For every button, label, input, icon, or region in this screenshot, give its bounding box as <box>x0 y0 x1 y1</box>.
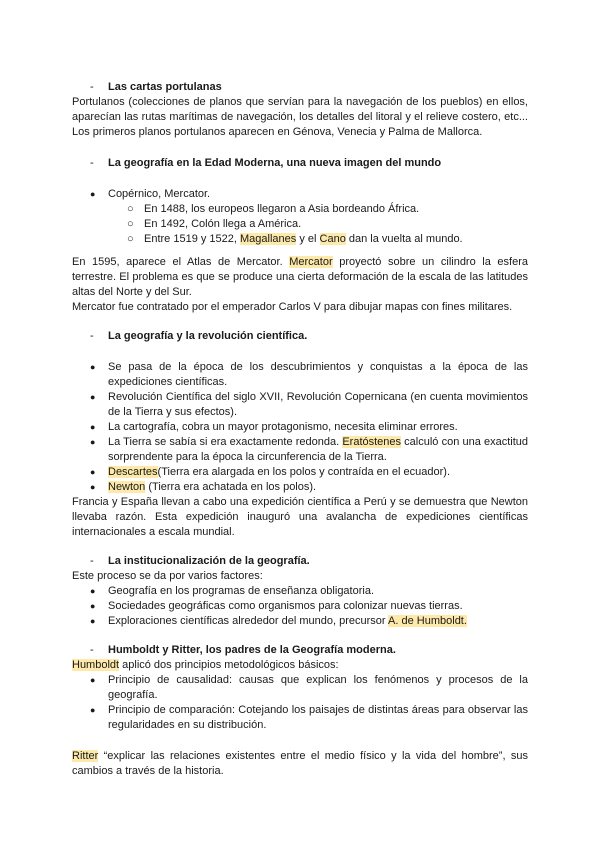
bullet-icon: ● <box>90 392 96 402</box>
list-item-text: La cartografía, cobra un mayor protagonismo, necesita eliminar errores. <box>108 421 458 433</box>
highlight-cano: Cano <box>319 233 346 245</box>
text-run: (Tierra era achatada en los polos). <box>145 481 317 493</box>
list-item <box>72 360 528 390</box>
list-item <box>72 390 528 420</box>
list-item-text: Geografía en los programas de enseñanza obligatoria. <box>108 585 375 597</box>
highlight-mercator: Mercator <box>289 256 333 268</box>
list-revolucion-cientifica <box>72 360 528 495</box>
dash-marker: - <box>90 330 94 342</box>
list-edad-moderna <box>72 187 528 247</box>
text-run: (Tierra era alargada en los polos y contraída en el ecuador). <box>157 466 451 478</box>
highlight-ritter: Ritter <box>72 750 99 762</box>
heading-edad-moderna <box>72 156 528 171</box>
bullet-icon: ● <box>90 675 96 685</box>
bullet-icon: ● <box>90 616 96 626</box>
text-run: Exploraciones científicas alrededor del mundo, precursor <box>108 615 389 627</box>
text-run: Entre 1519 y 1522, <box>144 233 241 245</box>
highlight-descartes: Descartes <box>108 466 158 478</box>
text-run: dan la vuelta al mundo. <box>345 233 463 245</box>
highlight-humboldt: A. de Humboldt. <box>388 615 467 627</box>
circle-bullet-icon: ○ <box>127 218 134 230</box>
bullet-icon: ● <box>90 705 96 715</box>
list-item-text: Principio de causalidad: causas que explican los fenómenos y procesos de la geografía. <box>108 674 528 701</box>
sub-list-item <box>72 202 528 217</box>
list-item <box>72 584 528 599</box>
list-item-text: Se pasa de la época de los descubrimientos y conquistas a la época de las expediciones científicas. <box>108 361 528 388</box>
dash-marker: - <box>90 644 94 656</box>
bullet-icon: ● <box>90 601 96 611</box>
text-run: calculó con una exactitud sorprendente para la época la circunferencia de la Tierra. <box>108 436 528 463</box>
sub-list-item <box>72 232 528 247</box>
paragraph-atlas-mercator <box>72 255 528 300</box>
text-run: En 1595, aparece el Atlas de Mercator. <box>72 256 290 268</box>
list-item <box>72 614 528 629</box>
text-run: y el <box>296 233 320 245</box>
bullet-icon: ● <box>90 437 96 447</box>
circle-bullet-icon: ○ <box>127 203 134 215</box>
list-item <box>72 673 528 703</box>
dash-marker: - <box>90 555 94 567</box>
list-item-text: En 1488, los europeos llegaron a Asia bordeando África. <box>144 203 420 215</box>
bullet-icon: ● <box>90 189 96 199</box>
bullet-icon: ● <box>90 467 96 477</box>
sub-list-item <box>72 217 528 232</box>
heading-text: Humboldt y Ritter, los padres de la Geografía moderna. <box>108 644 396 656</box>
paragraph-factores: Este proceso se da por varios factores: <box>72 570 263 582</box>
heading-text: La geografía en la Edad Moderna, una nueva imagen del mundo <box>108 157 442 169</box>
list-item <box>72 480 528 495</box>
paragraph-ritter <box>72 749 528 779</box>
list-item-text: Copérnico, Mercator. <box>108 188 211 200</box>
paragraph-humboldt <box>72 658 528 673</box>
list-institucionalizacion <box>72 584 528 629</box>
list-item <box>72 703 528 733</box>
bullet-icon: ● <box>90 422 96 432</box>
bullet-icon: ● <box>90 362 96 372</box>
list-principios <box>72 673 528 733</box>
list-item <box>72 599 528 614</box>
text-run: aplicó dos principios metodológicos básicos: <box>119 659 339 671</box>
highlight-eratostenes: Eratóstenes <box>342 436 402 448</box>
heading-revolucion-cientifica <box>72 329 528 344</box>
bullet-icon: ● <box>90 586 96 596</box>
list-item <box>72 435 528 465</box>
heading-text: La institucionalización de la geografía. <box>108 555 310 567</box>
list-item-text: Sociedades geográficas como organismos para colonizar nuevas tierras. <box>108 600 463 612</box>
highlight-magallanes: Magallanes <box>240 233 297 245</box>
heading-text: La geografía y la revolución científica. <box>108 330 308 342</box>
list-item <box>72 187 528 202</box>
highlight-humboldt: Humboldt <box>72 659 120 671</box>
dash-marker: - <box>90 157 94 169</box>
dash-marker: - <box>90 81 94 93</box>
bullet-icon: ● <box>90 482 96 492</box>
text-run: proyectó sobre un cilindro la esfera terrestre. El problema es que se produce una cierta deformación de la escala de las latitudes altas del Norte y del Sur. <box>72 256 528 298</box>
heading-humboldt-ritter <box>72 643 528 658</box>
list-item-text: En 1492, Colón llega a América. <box>144 218 302 230</box>
heading-institucionalizacion <box>72 554 528 569</box>
heading-text: Las cartas portulanas <box>108 81 222 93</box>
list-item-text: Revolución Científica del siglo XVII, Revolución Copernicana (en cuenta movimientos de la Tierra y sus efectos). <box>108 391 528 418</box>
paragraph-portulanos: Portulanos (colecciones de planos que servían para la navegación de los pueblos) en ellos, aparecían las rutas marítimas de navegación, los detalles del litoral y el relieve costero, etc... Los primeros planos portulanos aparecen en Génova, Venecia y Palma de Mallorca. <box>72 96 528 138</box>
paragraph-carlos-v: Mercator fue contratado por el emperador Carlos V para dibujar mapas con fines militares. <box>72 301 513 313</box>
list-item <box>72 420 528 435</box>
circle-bullet-icon: ○ <box>127 233 134 245</box>
paragraph-expedicion-peru: Francia y España llevan a cabo una expedición científica a Perú y se demuestra que Newton llevaba razón. Esta expedición inauguró una avalancha de expediciones científicas internacionales a escala mundial. <box>72 496 528 538</box>
list-item-text: Principio de comparación: Cotejando los paisajes de distintas áreas para observar las regularidades en su distribución. <box>108 704 528 731</box>
highlight-newton: Newton <box>108 481 146 493</box>
list-item <box>72 465 528 480</box>
text-run: “explicar las relaciones existentes entre el medio físico y la vida del hombre”, sus cambios a través de la historia. <box>72 750 528 777</box>
text-run: La Tierra se sabía si era exactamente redonda. <box>108 436 343 448</box>
heading-cartas-portulanas <box>72 80 528 95</box>
